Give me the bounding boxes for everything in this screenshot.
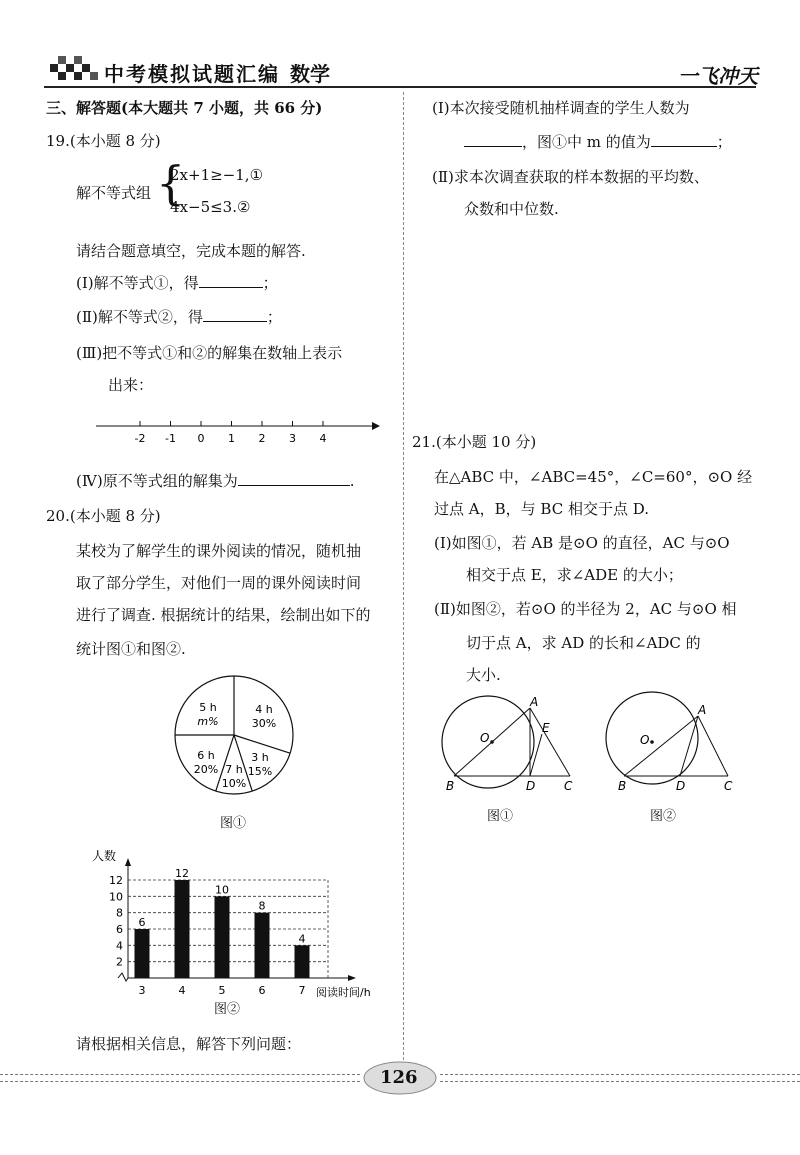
pie-label-7h-pct: 10% [221, 777, 247, 790]
q20-line-1: 某校为了解学生的课外阅读的情况，随机抽 [76, 542, 362, 560]
footer-pattern-right [440, 1074, 800, 1082]
q21-line-6: 切于点 A，求 AD 的长和∠ADC 的 [466, 634, 701, 652]
bar-value-label: 10 [215, 883, 229, 897]
q19-part2-semicolon: ； [266, 308, 282, 326]
fig1-label-C: C [564, 779, 573, 793]
fig1-center-dot [490, 740, 494, 744]
section-title: 三、解答题(本大题共 7 小题，共 66 分) [46, 99, 323, 117]
q20-line-4: 统计图①和图②. [76, 640, 186, 658]
number-line-tick-label: 1 [228, 432, 235, 445]
bar-chart [80, 842, 390, 1002]
header-brand: 一飞冲天 [678, 64, 758, 88]
q20-part2-line2: 众数和中位数. [464, 200, 559, 218]
fig2-label-A: A [698, 703, 707, 717]
q19-part2: (Ⅱ)解不等式②，得 [76, 308, 203, 326]
header-rule [44, 86, 756, 88]
bar-category-label: 4 [178, 984, 186, 997]
fig2-caption: 图② [650, 809, 677, 824]
bar-value-label: 12 [175, 867, 189, 880]
header-checker-logo-icon [44, 50, 102, 86]
q21-line-1: 在△ABC 中，∠ABC=45°，∠C=60°，⊙O 经 [434, 468, 753, 486]
q19-ineq1: 2x+1≥−1,① [170, 166, 264, 184]
pie-label-5h: 5 h [199, 701, 217, 714]
bar-value-label: 6 [138, 916, 146, 929]
q20-part1-line1: (Ⅰ)本次接受随机抽样调查的学生人数为 [432, 99, 690, 117]
fig1-label-E: E [542, 721, 550, 735]
pie-chart [172, 673, 298, 799]
bar-y-tick-label: 4 [116, 939, 123, 953]
header-book-title: 中考模拟试题汇编 [104, 62, 280, 86]
bar-y-tick-label: 10 [109, 890, 123, 904]
fig2-label-C: C [724, 779, 733, 793]
pie-label-6h: 6 h [197, 749, 215, 762]
fig1-label-B: B [446, 779, 455, 793]
geometry-figure-1 [440, 690, 580, 800]
pie-label-3h: 3 h [251, 751, 269, 764]
q19-part4-blank[interactable] [238, 471, 350, 486]
bar-6 [255, 913, 270, 978]
q20-part1-end: ； [716, 133, 732, 151]
bar-y-tick-label: 2 [116, 955, 123, 969]
bar-5 [215, 896, 230, 978]
q19-part1: (Ⅰ)解不等式①，得 [76, 274, 199, 292]
q20-line-2: 取了部分学生，对他们一周的课外阅读时间 [76, 574, 362, 592]
q19-part2-blank[interactable] [203, 307, 267, 322]
number-line-tick-label: 3 [289, 432, 296, 445]
pie-label-4h-pct: 30% [251, 717, 277, 730]
header-subject: 数学 [290, 62, 330, 86]
footer-pattern-left [0, 1074, 360, 1082]
q21-line-3: (Ⅰ)如图①，若 AB 是⊙O 的直径，AC 与⊙O [434, 534, 730, 552]
bar-chart-xlabel: 阅读时间/h [316, 986, 371, 999]
bar-3 [135, 929, 150, 978]
q19-part4-period: . [349, 472, 355, 490]
q19-part1-blank[interactable] [199, 273, 263, 288]
geometry-figure-2 [600, 690, 750, 800]
q20-part1-blank-m[interactable] [651, 132, 717, 147]
bar-chart-ylabel: 人数 [92, 849, 117, 863]
q19-part4: (Ⅳ)原不等式组的解集为 [76, 472, 238, 490]
q20-part1-mid: ，图①中 m 的值为 [522, 133, 651, 151]
q20-part1-blank-count[interactable] [464, 132, 522, 147]
fig2-label-B: B [618, 779, 627, 793]
number-line-tick-label: -2 [134, 432, 146, 445]
bar-y-arrow-icon [125, 858, 131, 866]
pie-label-7h: 7 h [225, 763, 243, 776]
pie-label-6h-pct: 20% [193, 763, 219, 776]
q21-line-2: 过点 A，B，与 BC 相交于点 D. [434, 500, 649, 518]
fig1-label-O: O [480, 731, 490, 745]
number-line-arrow-icon [372, 422, 380, 430]
q19-intro: 解不等式组 [76, 184, 152, 202]
q19-heading: 19.(本小题 8 分) [46, 132, 161, 150]
bar-y-tick-label: 12 [109, 874, 123, 887]
bar-y-tick-label: 6 [116, 923, 123, 936]
fig1-label-D: D [526, 779, 536, 793]
q19-part3-line2: 出来： [108, 376, 154, 394]
number-line-tick-label: 4 [319, 432, 327, 445]
fig1-caption: 图① [487, 809, 514, 824]
bar-category-label: 6 [258, 984, 266, 997]
q20-line-3: 进行了调查. 根据统计的结果，绘制出如下的 [76, 606, 371, 624]
bar-category-label: 3 [138, 984, 146, 997]
q20-part2-line1: (Ⅱ)求本次调查获取的样本数据的平均数、 [432, 168, 709, 186]
q21-heading: 21.(本小题 10 分) [412, 433, 537, 451]
bar-caption: 图② [214, 1002, 241, 1017]
pie-label-5h-pct: m% [197, 715, 219, 728]
page-number: 126 [380, 1067, 418, 1088]
q21-line-7: 大小. [466, 666, 501, 684]
q19-instruction: 请结合题意填空，完成本题的解答. [76, 242, 306, 260]
q19-number-line [90, 412, 380, 448]
pie-caption: 图① [220, 816, 247, 831]
fig1-label-A: A [530, 695, 539, 709]
fig2-label-D: D [676, 779, 686, 793]
bar-category-label: 7 [298, 984, 306, 997]
q21-line-5: (Ⅱ)如图②，若⊙O 的半径为 2，AC 与⊙O 相 [434, 600, 737, 618]
q20-after-text: 请根据相关信息，解答下列问题： [76, 1035, 302, 1053]
number-line-tick-label: 2 [258, 432, 266, 445]
bar-category-label: 5 [218, 984, 226, 997]
bar-value-label: 4 [298, 932, 306, 946]
q19-brace: { [156, 156, 186, 210]
bar-y-tick-label: 8 [116, 906, 123, 920]
fig2-label-O: O [640, 733, 650, 747]
column-divider [403, 92, 404, 1060]
bar-4 [175, 880, 190, 978]
q21-line-4: 相交于点 E，求∠ADE 的大小； [466, 566, 683, 584]
pie-label-3h-pct: 15% [247, 765, 273, 778]
bar-value-label: 8 [258, 899, 266, 913]
bar-7 [295, 945, 310, 978]
pie-label-4h: 4 h [255, 703, 273, 716]
bar-x-arrow-icon [348, 975, 356, 981]
axis-break-icon [118, 973, 128, 981]
q19-ineq2: 4x−5≤3.② [170, 198, 251, 216]
number-line-tick-label: -1 [165, 432, 176, 445]
q20-heading: 20.(本小题 8 分) [46, 507, 161, 525]
q19-part1-semicolon: ； [262, 274, 278, 292]
number-line-tick-label: 0 [197, 432, 205, 445]
fig2-center-dot [650, 740, 654, 744]
q19-part3-line1: (Ⅲ)把不等式①和②的解集在数轴上表示 [76, 344, 343, 362]
